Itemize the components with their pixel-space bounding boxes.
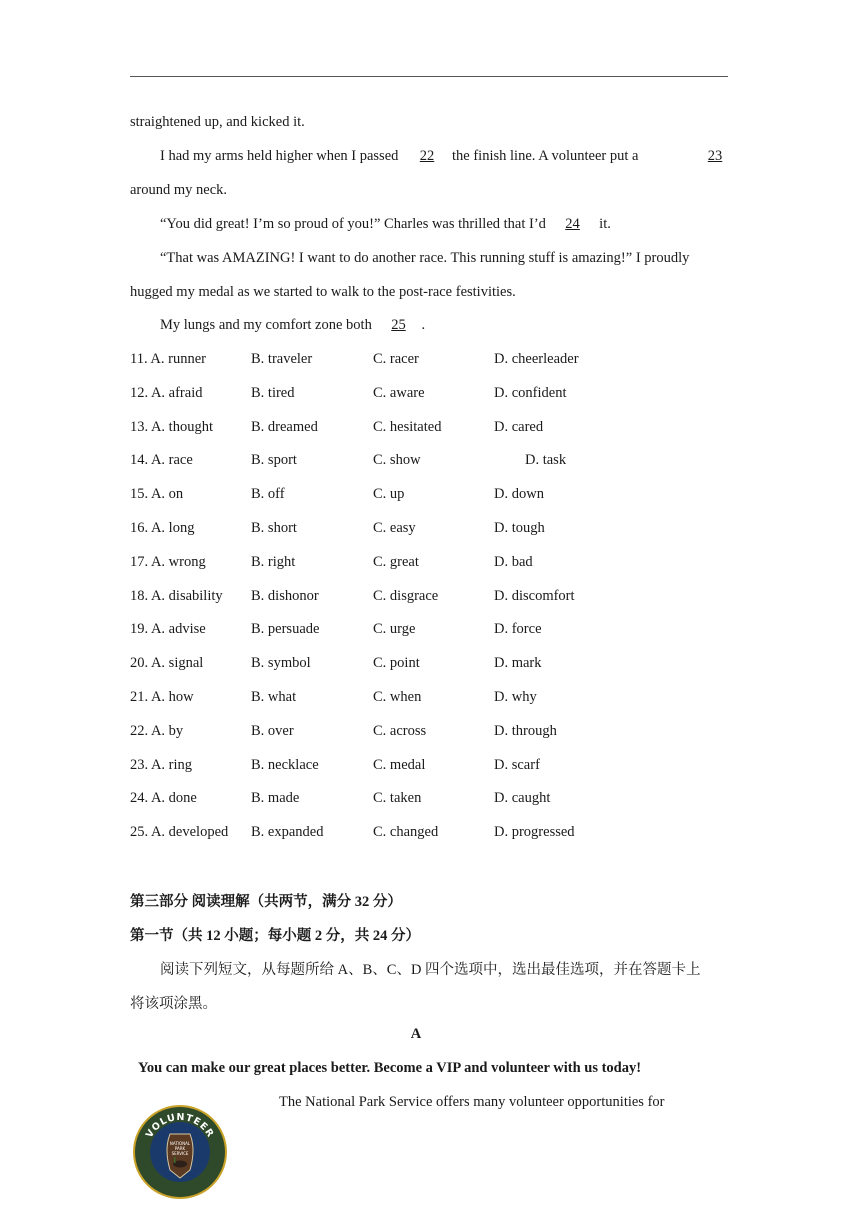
passage-line: around my neck. xyxy=(130,182,228,198)
option-d: D. down xyxy=(494,486,544,503)
passage-line: straightened up, and kicked it. xyxy=(130,114,305,130)
passage-text: “You did great! I’m so proud of you!” Charles was thrilled that I’d xyxy=(160,216,546,232)
option-d: D. through xyxy=(494,722,557,739)
logo-ring-text: VOLUNTEER xyxy=(144,1111,216,1140)
option-b: B. dreamed xyxy=(251,418,318,435)
instruction-line: 阅读下列短文，从每题所给 A、B、C、D 四个选项中，选出最佳选项，并在答题卡上 xyxy=(160,962,701,978)
blank-22: 22 xyxy=(419,148,435,164)
option-d: D. progressed xyxy=(494,824,575,841)
option-a: 21. A. how xyxy=(130,689,194,705)
badge-text-2: PARK xyxy=(174,1146,186,1151)
passage-text: it. xyxy=(599,216,611,232)
option-b: B. persuade xyxy=(251,621,320,638)
option-c: C. disgrace xyxy=(373,587,439,604)
option-c: C. great xyxy=(373,553,419,570)
option-d: D. mark xyxy=(494,655,542,672)
passage-letter: A xyxy=(410,1026,422,1042)
option-d: D. cheerleader xyxy=(494,351,579,367)
option-a: 23. A. ring xyxy=(130,756,193,773)
option-a: 16. A. long xyxy=(130,520,195,536)
option-a: 22. A. by xyxy=(130,722,184,739)
option-b: B. tired xyxy=(251,384,295,401)
instruction-line: 将该项涂黑。 xyxy=(130,996,217,1012)
option-b: B. what xyxy=(251,689,297,705)
option-c: C. hesitated xyxy=(373,418,442,435)
passage-line: hugged my medal as we started to walk to the post-race festivities. xyxy=(130,284,516,300)
blank-23: 23 xyxy=(707,148,723,164)
option-a: 13. A. thought xyxy=(130,418,213,435)
option-b: B. off xyxy=(251,486,285,503)
option-a: 25. A. developed xyxy=(130,824,229,841)
option-c: C. when xyxy=(373,689,422,705)
option-d: D. tough xyxy=(494,520,545,536)
tree-icon xyxy=(174,1157,176,1163)
option-d: D. bad xyxy=(494,553,533,570)
option-a: 18. A. disability xyxy=(130,587,223,604)
option-a: 11. A. runner xyxy=(130,351,206,367)
option-c: C. show xyxy=(373,452,421,469)
option-a: 20. A. signal xyxy=(130,655,204,672)
header-rule xyxy=(130,76,728,77)
option-b: B. symbol xyxy=(251,655,311,672)
option-b: B. necklace xyxy=(251,756,319,773)
option-d: D. force xyxy=(494,621,542,638)
option-a: 15. A. on xyxy=(130,486,184,503)
option-b: B. dishonor xyxy=(251,587,319,604)
blank-23-line xyxy=(698,148,732,165)
option-d: D. caught xyxy=(494,790,551,807)
option-c: C. easy xyxy=(373,520,416,536)
option-d: D. cared xyxy=(494,418,544,435)
option-a: 14. A. race xyxy=(130,452,193,469)
passage-text: My lungs and my comfort zone both xyxy=(160,317,372,333)
badge-text-3: SERVICE xyxy=(171,1151,189,1156)
option-c: C. urge xyxy=(373,621,416,638)
option-b: B. traveler xyxy=(251,351,313,367)
option-d: D. why xyxy=(494,689,537,705)
option-b: B. made xyxy=(251,790,300,807)
passage-text: I had my arms held higher when I passed xyxy=(160,148,399,164)
option-c: C. up xyxy=(373,486,405,503)
option-b: B. right xyxy=(251,553,296,570)
section-title: 第三部分 阅读理解（共两节，满分 32 分） xyxy=(130,894,402,910)
option-c: C. point xyxy=(373,655,420,672)
option-a: 12. A. afraid xyxy=(130,384,203,401)
option-b: B. sport xyxy=(251,452,297,469)
option-d: D. confident xyxy=(494,384,567,401)
passage-paragraph-22 xyxy=(160,148,638,165)
option-a: 19. A. advise xyxy=(130,621,206,638)
passage-paragraph-25 xyxy=(160,317,425,334)
passage-text: . xyxy=(421,317,426,333)
passage-body: The National Park Service offers many volunteer opportunities for xyxy=(279,1094,665,1110)
blank-25: 25 xyxy=(391,317,406,333)
blank-24: 24 xyxy=(565,216,580,232)
option-c: C. taken xyxy=(373,790,422,807)
option-d: D. scarf xyxy=(494,756,540,773)
subsection-title: 第一节（共 12 小题；每小题 2 分，共 24 分） xyxy=(130,928,420,944)
option-c: C. medal xyxy=(373,756,426,773)
option-d: D. task xyxy=(525,452,567,469)
option-d: D. discomfort xyxy=(494,587,575,604)
passage-headline: You can make our great places better. Become a VIP and volunteer with us today! xyxy=(138,1060,642,1076)
option-b: B. expanded xyxy=(251,824,324,841)
option-b: B. over xyxy=(251,722,294,739)
passage-paragraph-24 xyxy=(160,216,611,233)
option-c: C. aware xyxy=(373,384,425,401)
option-c: C. across xyxy=(373,722,427,739)
option-a: 17. A. wrong xyxy=(130,553,206,570)
option-b: B. short xyxy=(251,520,297,536)
option-c: C. changed xyxy=(373,824,439,841)
option-a: 24. A. done xyxy=(130,790,197,807)
option-c: C. racer xyxy=(373,351,419,367)
badge-text-1: NATIONAL xyxy=(169,1141,191,1146)
passage-text: the finish line. A volunteer put a xyxy=(452,148,639,164)
volunteer-logo xyxy=(130,1104,230,1200)
passage-line: “That was AMAZING! I want to do another race. This running stuff is amazing!” I proudly xyxy=(160,250,690,266)
